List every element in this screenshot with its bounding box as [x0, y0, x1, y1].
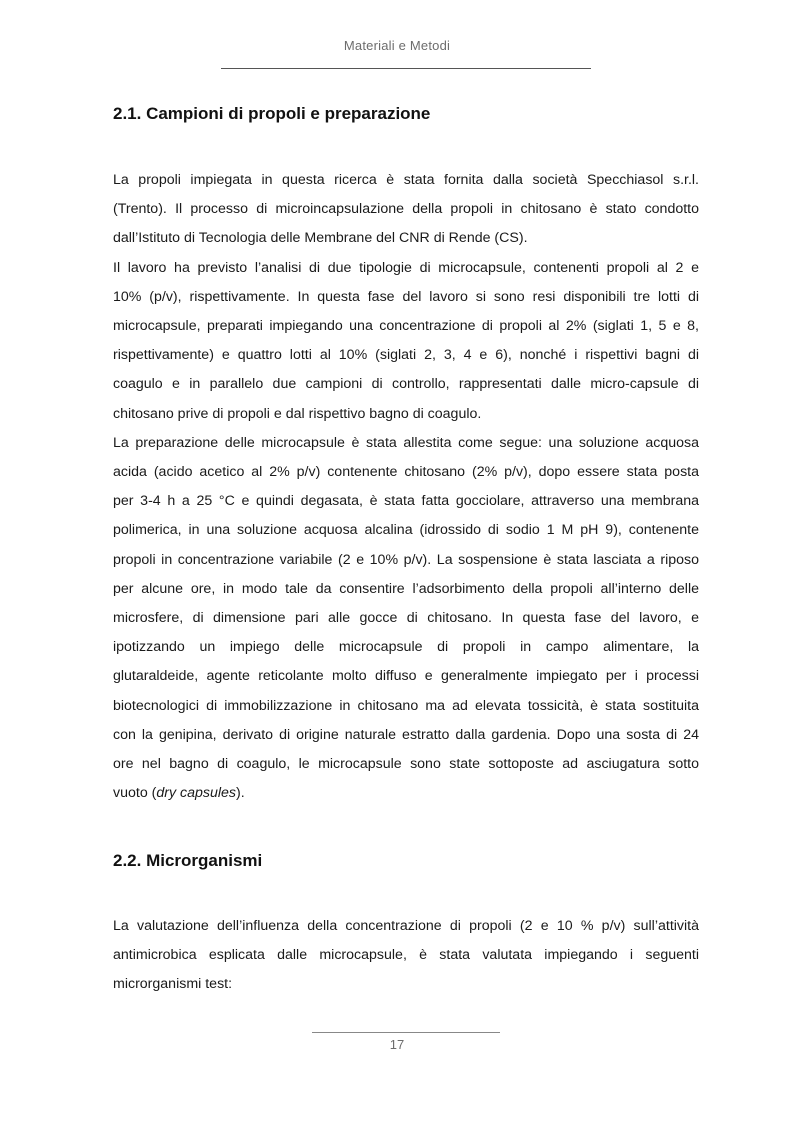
- text-line: antimicrobica esplicata dalle microcapsule, è stata valutata impiegando i seguenti: [113, 947, 699, 964]
- text-line: (Trento). Il processo di microincapsulazione della propoli in chitosano è stato condotto: [113, 201, 699, 218]
- running-header: Materiali e Metodi: [343, 38, 451, 53]
- section-title-2-2: 2.2. Microrganismi: [113, 851, 263, 870]
- italic-term: dry capsules: [156, 785, 237, 802]
- text-line: biotecnologici di immobilizzazione in chitosano ma ad elevata tossicità, è stata sostituita: [113, 697, 699, 714]
- text-line: per alcune ore, in modo tale da consentire l’adsorbimento della propoli all’interno delle: [113, 580, 699, 597]
- text-fragment: vuoto (: [113, 785, 157, 802]
- text-line: ore nel bagno di coagulo, le microcapsule sono state sottoposte ad asciugatura sotto: [113, 756, 699, 773]
- text-line: microrganismi test:: [113, 976, 233, 993]
- section-2-2-body: [113, 912, 699, 1000]
- text-line: chitosano prive di propoli e dal rispettivo bagno di coagulo.: [113, 405, 482, 422]
- text-line: propoli in concentrazione variabile (2 e 10% p/v). La sospensione è stata lasciata a riposo: [113, 551, 699, 568]
- text-line: ipotizzando un impiego delle microcapsule di propoli in campo alimentare, la: [113, 639, 699, 656]
- header-divider: [221, 68, 591, 69]
- section-2-1-body: [113, 166, 699, 808]
- text-fragment: ).: [236, 785, 245, 802]
- text-line: Il lavoro ha previsto l’analisi di due tipologie di microcapsule, contenenti propoli al 2 e: [113, 259, 699, 276]
- text-line: acida (acido acetico al 2% p/v) contenente chitosano (2% p/v), dopo essere stata posta: [113, 464, 699, 481]
- text-line-last: [113, 779, 699, 808]
- section-title-2-1: 2.1. Campioni di propoli e preparazione: [113, 104, 431, 123]
- text-line: rispettivamente) e quattro lotti al 10% (siglati 2, 3, 4 e 6), nonché i rispettivi bagni di: [113, 347, 699, 364]
- page-number: 17: [389, 1037, 405, 1052]
- text-line: con la genipina, derivato di origine naturale estratto dalla gardenia. Dopo una sosta di 24: [113, 726, 699, 743]
- text-line: 10% (p/v), rispettivamente. In questa fase del lavoro si sono resi disponibili tre lotti di: [113, 288, 699, 305]
- footer-divider: [312, 1032, 500, 1033]
- text-line: microcapsule, preparati impiegando una concentrazione di propoli al 2% (siglati 1, 5 e 8,: [113, 318, 699, 335]
- text-line: polimerica, in una soluzione acquosa alcalina (idrossido di sodio 1 M pH 9), contenente: [113, 522, 699, 539]
- text-line: La valutazione dell’influenza della concentrazione di propoli (2 e 10 % p/v) sull’attività: [113, 918, 699, 934]
- text-line: per 3-4 h a 25 °C e quindi degasata, è stata fatta gocciolare, attraverso una membrana: [113, 493, 699, 510]
- text-line: glutaraldeide, agente reticolante molto diffuso e generalmente impiegato per i processi: [113, 668, 699, 685]
- text-line: microsfere, di dimensione pari alle gocce di chitosano. In questa fase del lavoro, e: [113, 610, 699, 627]
- text-line: La propoli impiegata in questa ricerca è stata fornita dalla società Specchiasol s.r.l.: [113, 172, 699, 188]
- text-line: coagulo e in parallelo due campioni di controllo, rappresentati dalle micro-capsule di: [113, 376, 699, 393]
- text-line: La preparazione delle microcapsule è stata allestita come segue: una soluzione acquosa: [113, 434, 699, 451]
- text-line: dall’Istituto di Tecnologia delle Membrane del CNR di Rende (CS).: [113, 230, 528, 247]
